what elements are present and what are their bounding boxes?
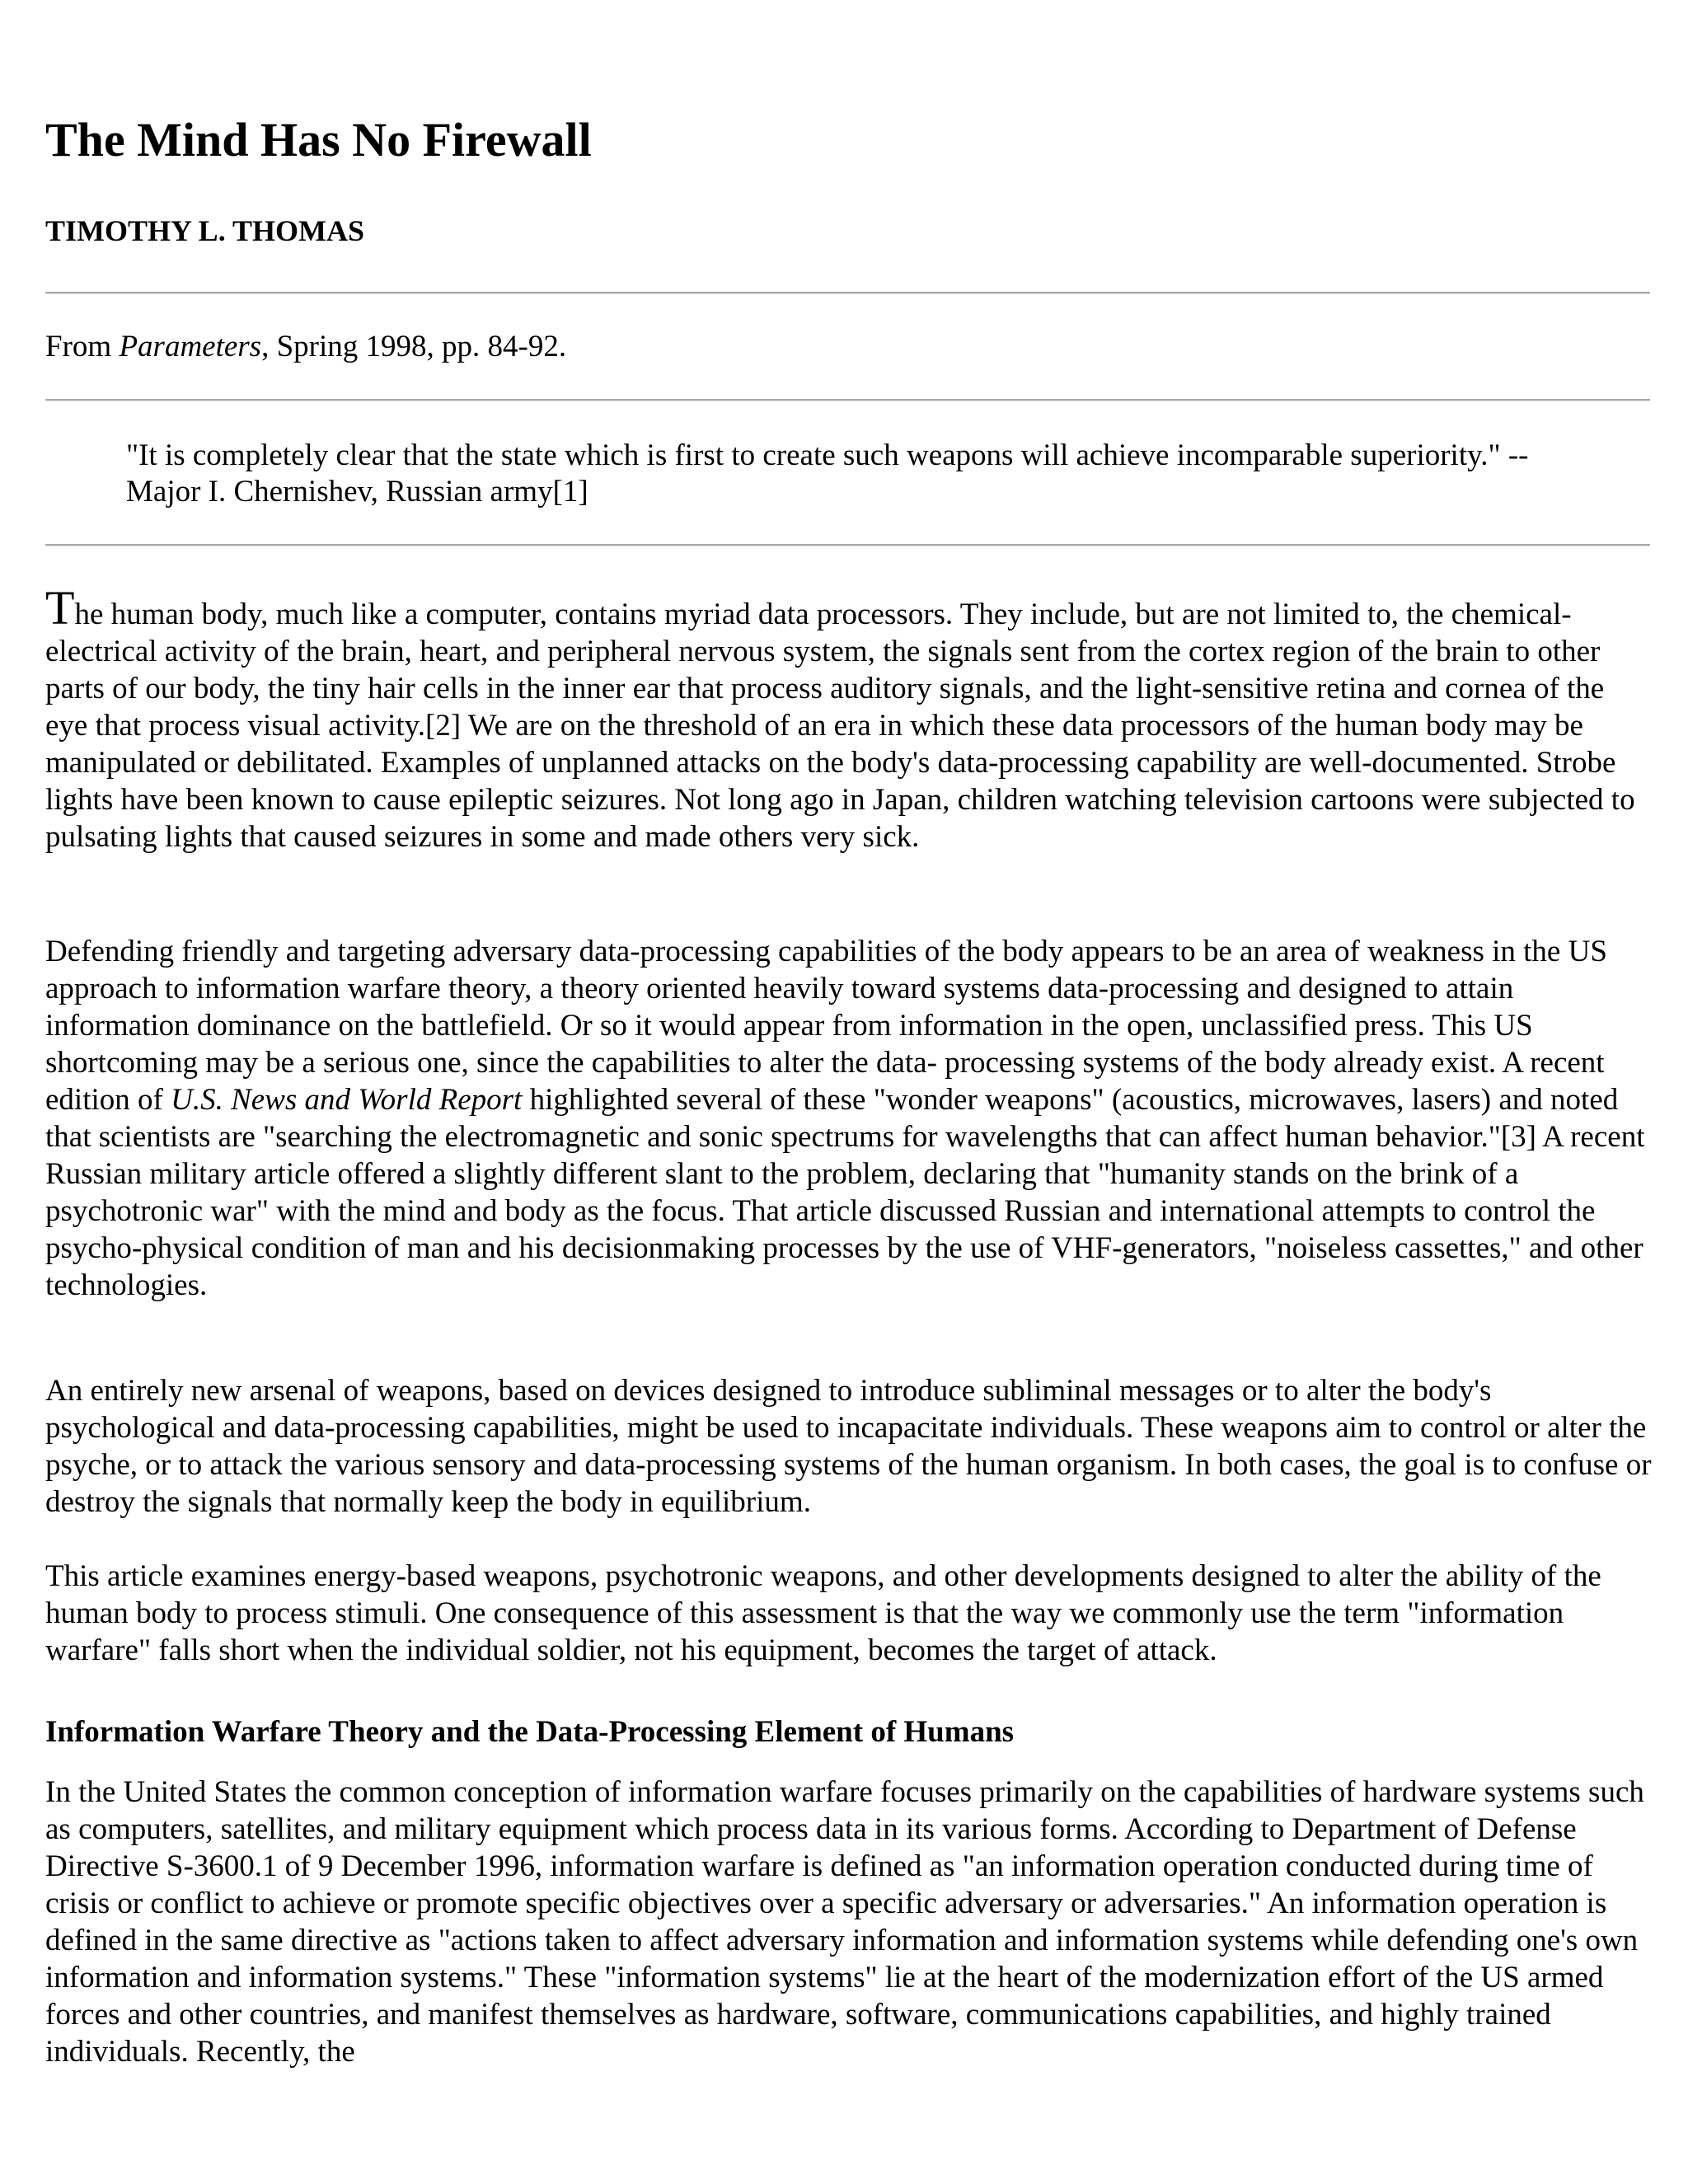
source-journal: Parameters <box>119 330 262 363</box>
paragraph-text: he human body, much like a computer, contains myriad data processors. They include, but are not limited to, the chemical-electrical activity of the brain, heart, and peripheral nervous system, the signals sent from the cortex region of the brain to other parts of our body, the tiny hair cells in the inner ear that process auditory signals, and the light-sensitive retina and cornea of the eye that process visual activity.[2] We are on the threshold of an era in which these data processors of the human body may be manipulated or debilitated. Examples of unplanned attacks on the body's data-processing capability are well-documented. Strobe lights have been known to cause epileptic seizures. Not long ago in Japan, children watching television cartoons were subjected to pulsating lights that caused seizures in some and made others very sick. <box>45 598 1635 854</box>
body-paragraph-3: An entirely new arsenal of weapons, based on devices designed to introduce subliminal messages or to alter the body's psychological and data-processing capabilities, might be used to incapacitate individuals. These weapons aim to control or alter the psyche, or to attack the various sensory and data-processing systems of the human organism. In both cases, the goal is to confuse or destroy the signals that normally keep the body in equilibrium. <box>45 1374 1652 1519</box>
horizontal-rule <box>45 292 1650 294</box>
paragraph-text: Defending friendly and targeting adversary data-processing capabilities of the body appears to be an area of weakness in the US approach to information warfare theory, a theory oriented heavily toward systems data-processing and designed to attain information dominance on the battlefield. Or so it would appear from information in the open, unclassified press. This US shortcoming may be a serious one, since the capabilities to alter the data- processing systems of the body already exist. A recent edition of <box>45 935 1607 1117</box>
article-author: TIMOTHY L. THOMAS <box>45 214 365 247</box>
source-citation <box>45 326 566 368</box>
epigraph-quote: "It is completely clear that the state which is first to create such weapons will achieve incomparable superiority." -- Major I. Chernishev, Russian army[1] <box>126 438 1529 509</box>
body-paragraph-1 <box>45 581 1653 855</box>
body-paragraph-4: This article examines energy-based weapons, psychotronic weapons, and other developments designed to alter the ability of the human body to process stimuli. One consequence of this assessment is that the way we commonly use the term "information warfare" falls short when the individual soldier, not his equipment, becomes the target of attack. <box>45 1559 1601 1667</box>
body-paragraph-5: In the United States the common conception of information warfare focuses primarily on the capabilities of hardware systems such as computers, satellites, and military equipment which process data in its various forms. According to Department of Defense Directive S-3600.1 of 9 December 1996, information warfare is defined as "an information operation conducted during time of crisis or conflict to achieve or promote specific objectives over a specific adversary or adversaries." An information operation is defined in the same directive as "actions taken to affect adversary information and information systems while defending one's own information and information systems." These "information systems" lie at the heart of the modernization effort of the US armed forces and other countries, and manifest themselves as hardware, software, communications capabilities, and highly trained individuals. Recently, the <box>45 1775 1644 2069</box>
horizontal-rule <box>45 544 1650 546</box>
source-suffix: , Spring 1998, pp. 84-92. <box>261 330 567 363</box>
publication-name: U.S. News and World Report <box>171 1083 523 1117</box>
paragraph-text: highlighted several of these "wonder weapons" (acoustics, microwaves, lasers) and noted that scientists are "searching the electromagnetic and sonic spectrums for wavelengths that can affect human behavior."[3] A recent Russian military article offered a slightly different slant to the problem, declaring that "humanity stands on the brink of a psychotronic war" with the mind and body as the focus. That article discussed Russian and international attempts to control the psycho-physical condition of man and his decisionmaking processes by the use of VHF-generators, "noiseless cassettes," and other technologies. <box>45 1083 1645 1302</box>
source-prefix: From <box>45 330 120 363</box>
drop-cap: T <box>45 581 75 635</box>
horizontal-rule <box>45 399 1650 401</box>
section-heading: Information Warfare Theory and the Data-Processing Element of Humans <box>45 1715 1015 1749</box>
article-title: The Mind Has No Firewall <box>45 113 592 166</box>
body-paragraph-2 <box>45 933 1653 1304</box>
